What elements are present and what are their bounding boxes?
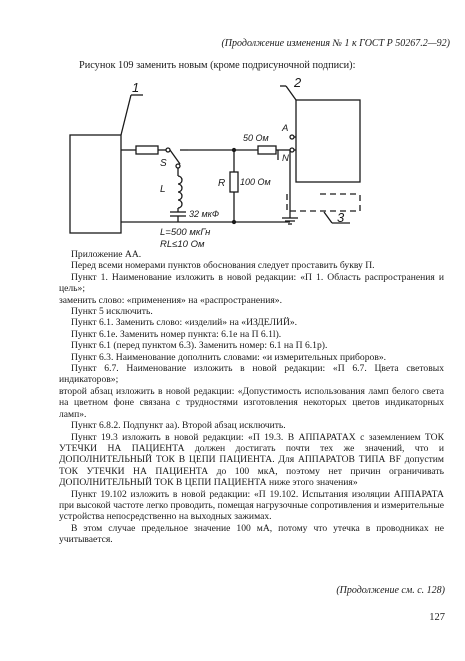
page-number: 127: [429, 612, 445, 623]
running-header: (Продолжение изменения № 1 к ГОСТ Р 50267.2—92): [221, 38, 450, 49]
label-rl: RL≤10 Ом: [160, 239, 205, 250]
block-2: [296, 100, 360, 182]
continuation-note: (Продолжение см. с. 128): [336, 585, 445, 596]
paragraph: Пункт 19.102 изложить в новой редакции: «П 19.102. Испытания изоляции АППАРАТА при высокой частоте легко проводить, помещая нагрузочные сопротивления и измерительные устройства непосредственно на выходных зажимах.: [59, 488, 444, 523]
figure-caption: Рисунок 109 заменить новым (кроме подрисуночной подписи):: [79, 60, 356, 71]
leader-1: [121, 95, 131, 135]
paragraph: Приложение АА.: [71, 249, 142, 260]
dashed-enclosure: [287, 194, 360, 211]
paragraph: второй абзац изложить в новой редакции: «Допустимость использования ламп белого света на цветном фоне связана с трудностями изготовления некоторых цветов индикаторных ламп».: [59, 385, 444, 420]
label-switch: S: [160, 158, 167, 169]
paragraph: Пункт 1. Наименование изложить в новой редакции: «П 1. Область распространения и цель»;: [59, 271, 444, 295]
paragraph: Пункт 6.3. Наименование дополнить словами: «и измерительных приборов».: [71, 351, 387, 363]
paragraph: Пункт 6.8.2. Подпункт аа). Второй абзац исключить.: [71, 420, 286, 432]
label-r: R: [218, 178, 226, 189]
paragraph: Пункт 6.1е. Заменить номер пункта: 6.1е на П 6.1l).: [71, 328, 282, 340]
resistor-rl: [136, 146, 158, 154]
label-terminal-a: A: [282, 123, 289, 134]
resistor-50: [258, 146, 276, 154]
paragraph: Пункт 19.3 изложить в новой редакции: «П 19.3. В АППАРАТАХ с заземлением ТОК УТЕЧКИ НА ПАЦИЕНТА должен достигать почти тех же значений, что и ДОПОЛНИТЕЛЬНЫЙ ТОК В ЦЕПИ ПАЦИЕНТА. Для АППАРАТОВ ТИПА BF допустим ТОК УТЕЧКИ НА ПАЦИЕНТА до 100 мкА, поэтому нет причин ограничивать ДОПОЛНИТЕЛЬНЫЙ ТОК В ЦЕПИ ПАЦИЕНТА ниже этого значения»: [59, 431, 444, 489]
paragraph: В этом случае предельное значение 100 мА, потому что утечка в проводниках не учитывается.: [59, 522, 444, 546]
paragraph: Пункт 5 исключить.: [71, 306, 153, 318]
inductor-l: [178, 176, 182, 208]
paragraph: Перед всеми номерами пунктов обоснования следует проставить букву П.: [71, 260, 375, 272]
label-inductor: L: [160, 184, 166, 195]
label-32-mkf: 32 мкФ: [189, 209, 220, 219]
leader-3: [324, 212, 332, 223]
resistor-r: [230, 172, 238, 192]
label-terminal-n: N: [282, 153, 289, 164]
block-1: [70, 135, 121, 233]
label-block-2: 2: [294, 75, 302, 90]
label-block-1: 1: [132, 80, 140, 95]
paragraph: Пункт 6.7. Наименование изложить в новой редакции: «П 6.7. Цвета световых индикаторов»;: [59, 363, 444, 386]
label-block-3: 3: [337, 210, 345, 225]
body-text: [59, 249, 444, 546]
paragraph: заменить слово: «применения» на «распространения».: [59, 294, 282, 306]
label-50-ohm: 50 Ом: [243, 133, 269, 143]
paragraph: Пункт 6.1. Заменить слово: «изделий» на «ИЗДЕЛИЙ».: [71, 317, 298, 329]
paragraph: Пункт 6.1 (перед пунктом 6.3). Заменить номер: 6.1 на П 6.1р).: [71, 340, 328, 352]
switch-s: [166, 148, 170, 152]
label-100-ohm: 100 Ом: [240, 177, 271, 187]
label-l-500: L=500 мкГн: [160, 227, 211, 238]
